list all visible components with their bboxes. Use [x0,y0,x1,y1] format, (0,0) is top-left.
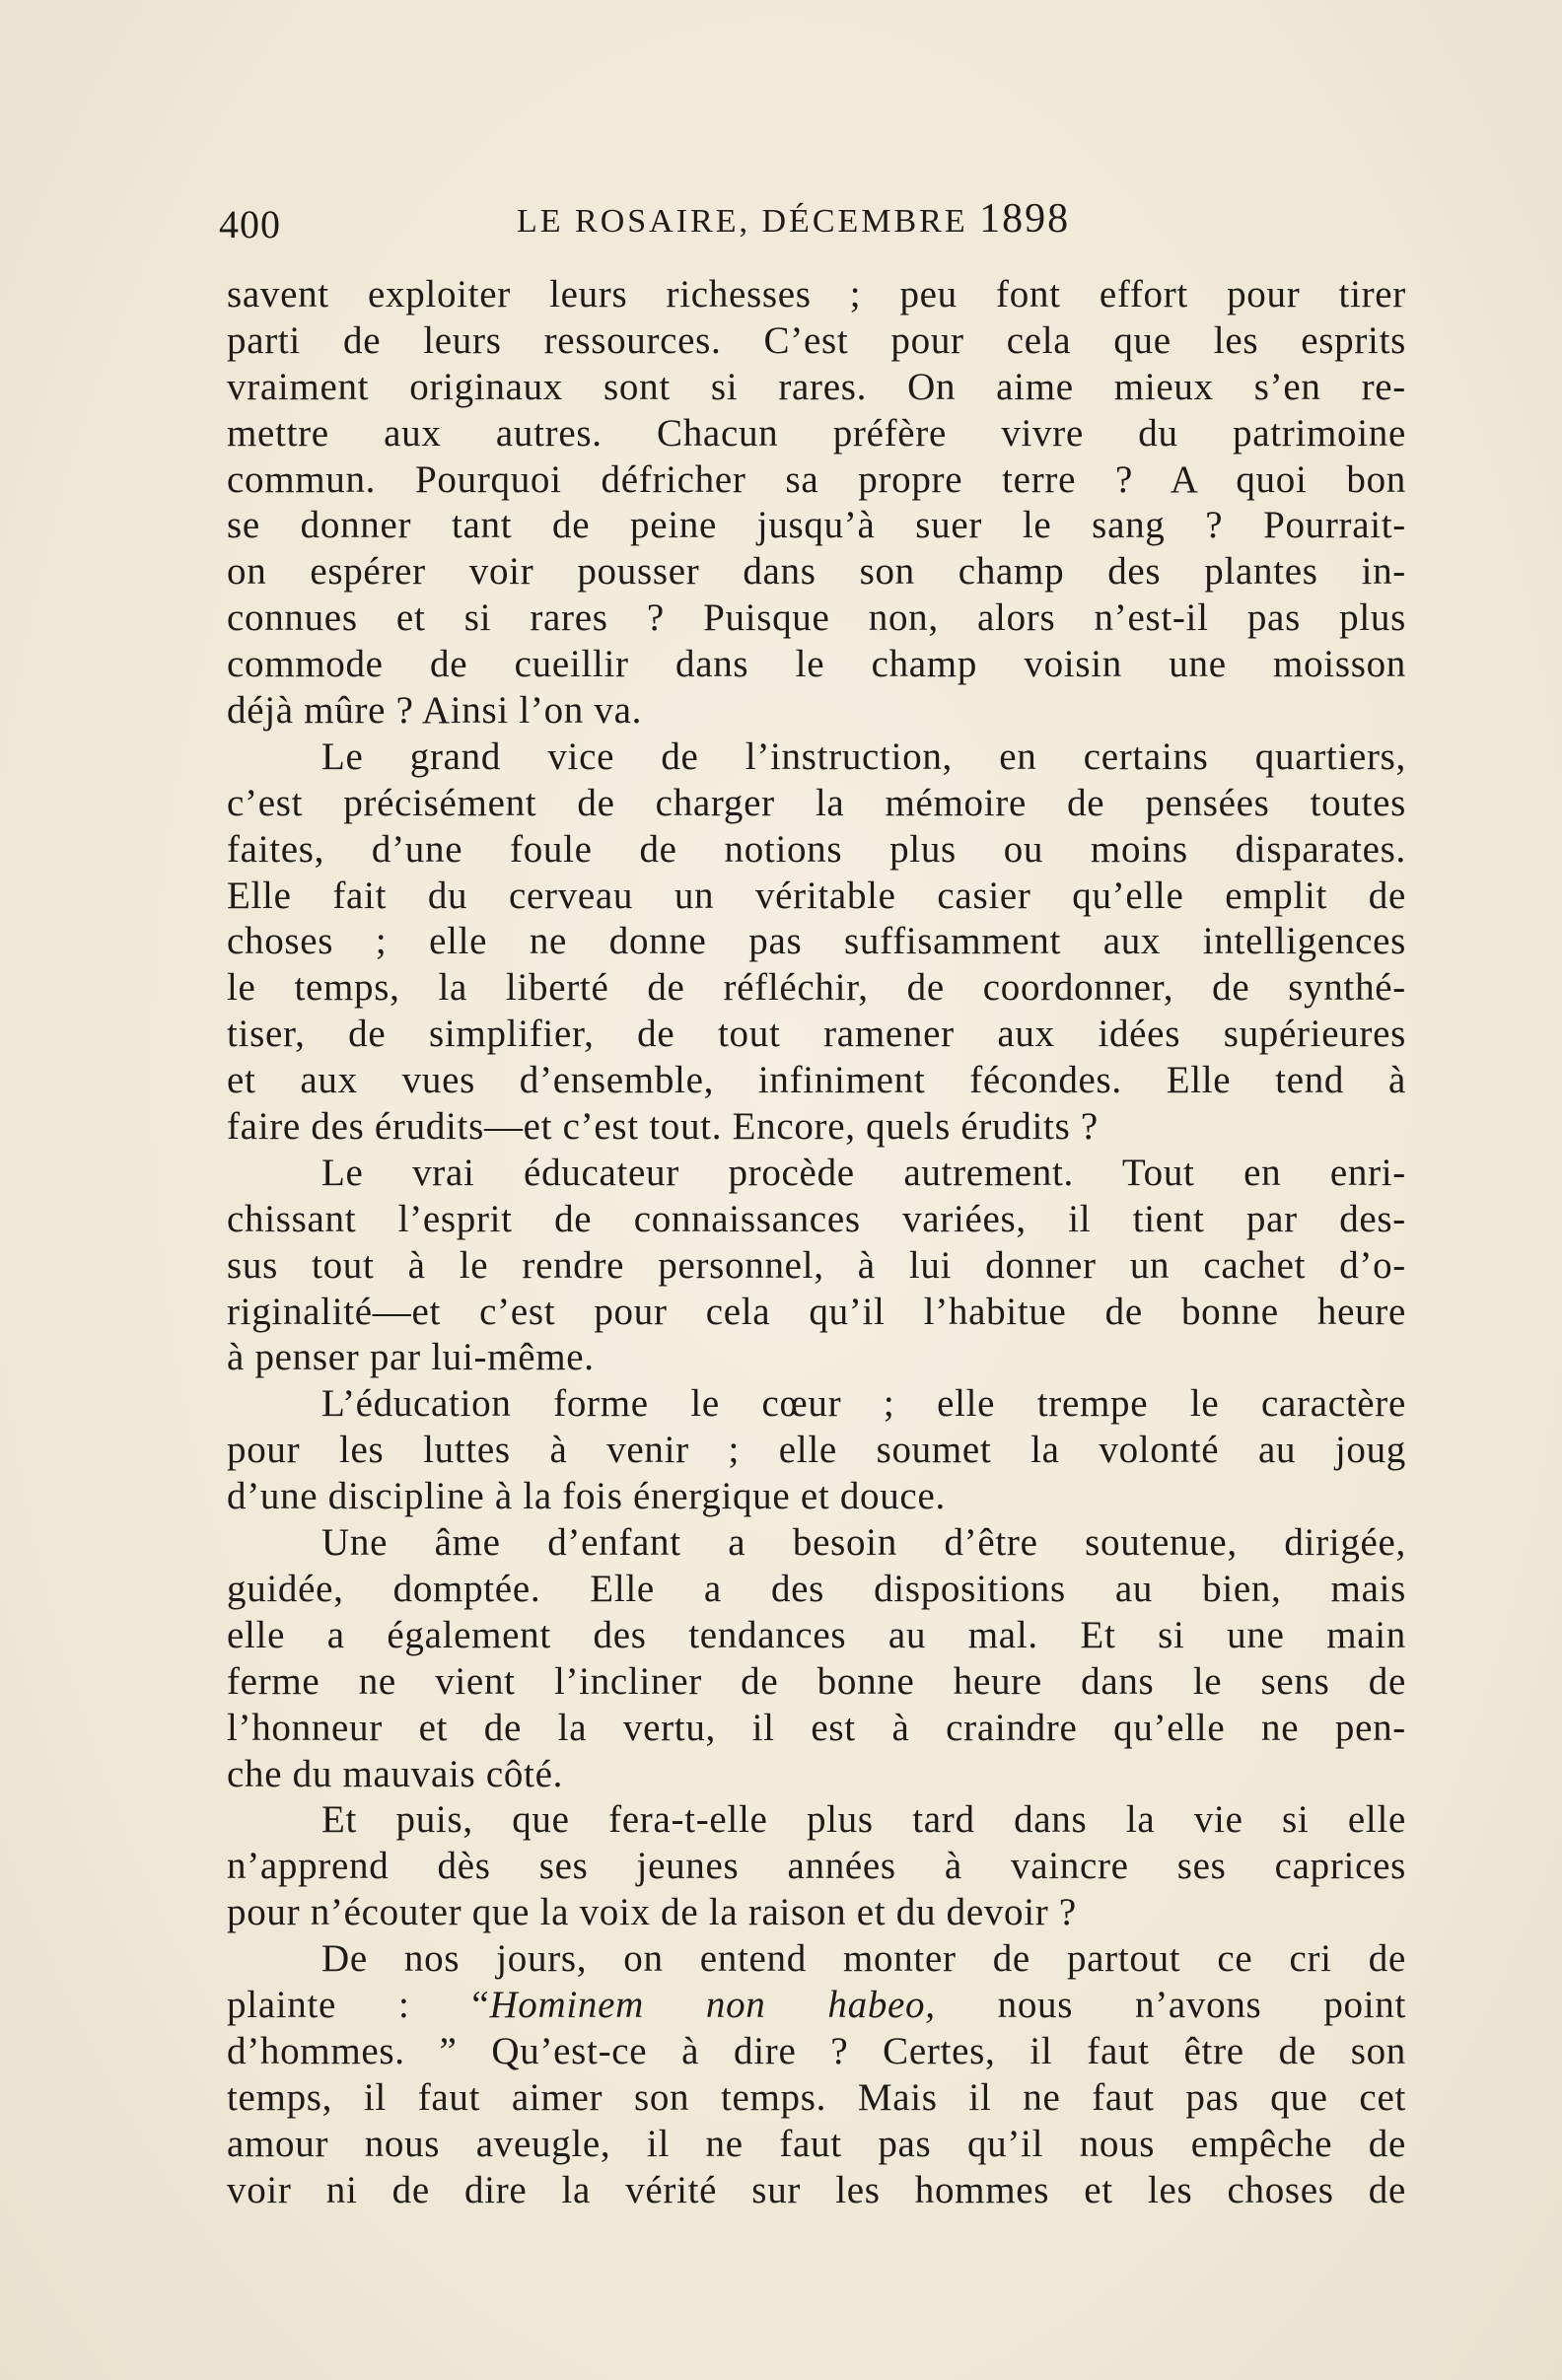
text-line: mettre aux autres. Chacun préfère vivre du patrimoine [227,411,1406,455]
text-line: le temps, la liberté de réfléchir, de coordonner, de synthé- [227,966,1406,1010]
text-line: à penser par lui-même. [227,1336,595,1379]
text-line: pour les luttes à venir ; elle soumet la volonté au joug [227,1429,1406,1472]
text-line: connues et si rares ? Puisque non, alors n’est-il pas plus [227,596,1406,640]
text-line: tiser, de simplifier, de tout ramener aux idées supérieures [227,1013,1406,1056]
text-line: ferme ne vient l’incliner de bonne heure dans le sens de [227,1659,1406,1703]
running-head-year: 1898 [979,196,1071,242]
text-line: déjà mûre ? Ainsi l’on va. [227,689,643,733]
text-line: choses ; elle ne donne pas suffisamment aux intelligences [227,920,1406,963]
text-line: d’une discipline à la fois énergique et douce. [227,1475,946,1518]
text-line: riginalité—et c’est pour cela qu’il l’habitue de bonne heure [227,1290,1406,1333]
text-line: n’apprend dès ses jeunes années à vaincre ses caprices [227,1845,1406,1888]
running-head [517,195,1070,243]
text-line: pour n’écouter que la voix de la raison et du devoir ? [227,1891,1077,1934]
page-number: 400 [219,202,281,246]
text-line: vraiment originaux sont si rares. On aime mieux s’en re- [227,365,1406,408]
text-line: on espérer voir pousser dans son champ des plantes in- [227,550,1406,594]
text-line: elle a également des tendances au mal. Et si une main [227,1613,1406,1656]
page-header [219,193,1402,246]
text-line: guidée, domptée. Elle a des dispositions au bien, mais [227,1567,1406,1610]
text-line: sus tout à le rendre personnel, à lui donner un cachet d’o- [227,1243,1406,1287]
text-line: l’honneur et de la vertu, il est à craindre qu’elle ne pen- [227,1706,1406,1749]
body-text [227,272,1406,2213]
paragraph-first-line: L’éducation forme le cœur ; elle trempe le caractère [321,1382,1406,1426]
paragraph-first-line: Une âme d’enfant a besoin d’être soutenue, dirigée, [321,1521,1406,1565]
text-line: faire des érudits—et c’est tout. Encore, quels érudits ? [227,1105,1099,1149]
text-line: d’hommes. ” Qu’est-ce à dire ? Certes, il faut être de son [227,2029,1406,2072]
text-line: savent exploiter leurs richesses ; peu font effort pour tirer [227,273,1406,315]
text-line: commode de cueillir dans le champ voisin une moisson [227,643,1406,686]
text-line: amour nous aveugle, il ne faut pas qu’il nous empêche de [227,2122,1406,2165]
latin-quote: Hominem non habeo, [489,1983,936,2026]
paragraph-first-line: Et puis, que fera-t-elle plus tard dans la vie si elle [321,1798,1406,1842]
paragraph-first-line: Le vrai éducateur procède autrement. Tout en enri- [321,1151,1406,1194]
text-line: faites, d’une foule de notions plus ou moins disparates. [227,827,1406,871]
text-line: chissant l’esprit de connaissances variées, il tient par des- [227,1197,1406,1240]
text-line-with-latin-quote [227,1983,1406,2029]
text-line: se donner tant de peine jusqu’à suer le sang ? Pourrait- [227,504,1406,547]
running-head-title: LE ROSAIRE, DÉCEMBRE [517,203,968,240]
text-line: voir ni de dire la vérité sur les hommes et les choses de [227,2168,1406,2211]
paragraph-first-line: De nos jours, on entend monter de partout ce cri de [321,1937,1406,1981]
text-line: commun. Pourquoi défricher sa propre terre ? A quoi bon [227,457,1406,501]
text-line: parti de leurs ressources. C’est pour cela que les esprits [227,318,1406,362]
text-line: Elle fait du cerveau un véritable casier qu’elle emplit de [227,874,1406,917]
quote-lead: plainte : “ [227,1983,490,2026]
text-line: temps, il faut aimer son temps. Mais il ne faut pas que cet [227,2075,1406,2119]
paragraph-first-line: Le grand vice de l’instruction, en certains quartiers, [321,735,1406,778]
text-line: che du mauvais côté. [227,1752,564,1795]
text-line: et aux vues d’ensemble, infiniment fécondes. Elle tend à [227,1059,1406,1102]
text-line: c’est précisément de charger la mémoire de pensées toutes [227,781,1406,824]
quote-tail: nous n’avons point [935,1983,1407,2026]
